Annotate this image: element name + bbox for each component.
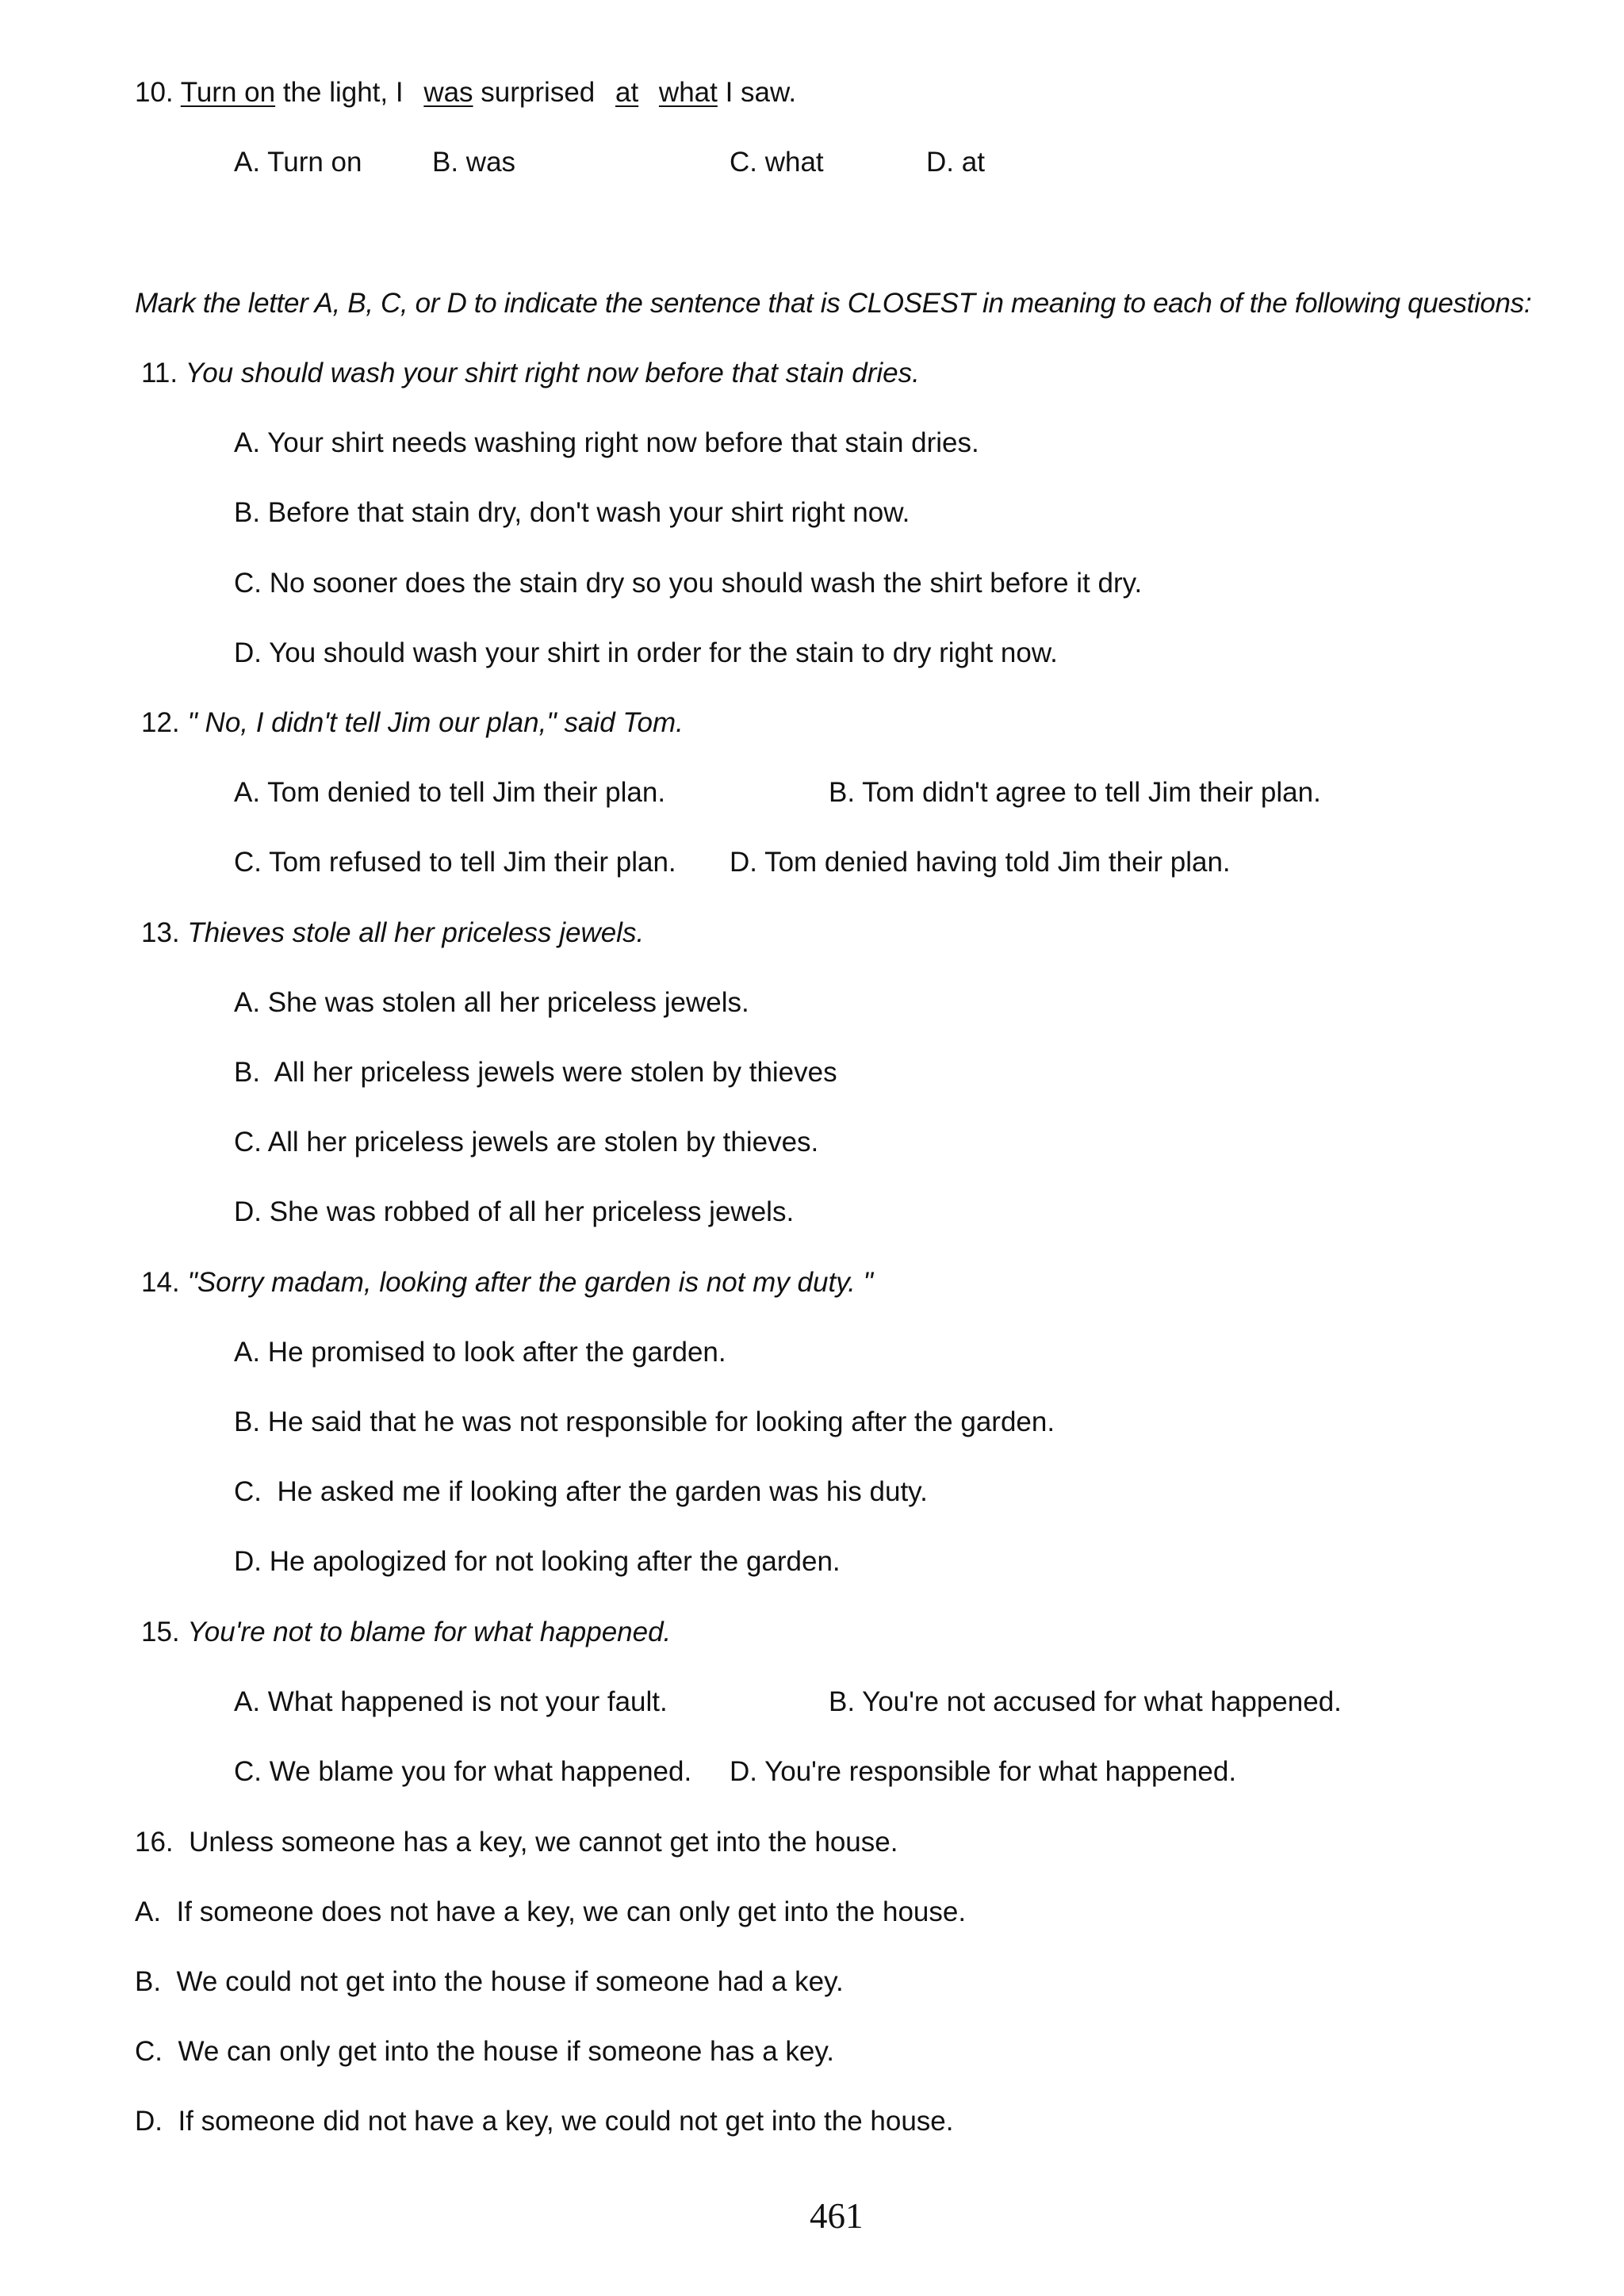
- question-number: 14.: [141, 1267, 180, 1298]
- option-a: A. What happened is not your fault.: [234, 1686, 668, 1717]
- underlined-segment-b: was: [423, 77, 473, 108]
- option-c: C. All her priceless jewels are stolen by thieves.: [234, 1127, 819, 1158]
- option-b: B. He said that he was not responsible for looking after the garden.: [234, 1406, 1055, 1437]
- option-a: A. Tom denied to tell Jim their plan.: [234, 777, 666, 808]
- question-12: [141, 706, 684, 740]
- underlined-segment-a: Turn on: [180, 77, 276, 108]
- underlined-segment-d: at: [615, 77, 639, 108]
- option-c: C. We blame you for what happened.: [234, 1756, 692, 1787]
- option-b: B. Before that stain dry, don't wash your shirt right now.: [234, 497, 910, 528]
- option-d: D. She was robbed of all her priceless jewels.: [234, 1196, 795, 1227]
- question-11: [141, 356, 920, 391]
- option-b: B. You're not accused for what happened.: [829, 1686, 1342, 1717]
- option-c: C. No sooner does the stain dry so you should wash the shirt before it dry.: [234, 568, 1143, 599]
- option-d: D. at: [926, 147, 985, 178]
- question-number: 11.: [141, 358, 178, 388]
- option-a: A. Your shirt needs washing right now before that stain dries.: [234, 427, 979, 458]
- option-c: C. what: [730, 147, 824, 178]
- option-a: A. Turn on: [234, 147, 362, 178]
- option-b: B. All her priceless jewels were stolen by thieves: [234, 1057, 837, 1088]
- option-a: A. If someone does not have a key, we can only get into the house.: [135, 1896, 967, 1927]
- option-a: A. She was stolen all her priceless jewels.: [234, 987, 749, 1018]
- sentence-text: surprised: [481, 77, 596, 108]
- sentence-text: I saw.: [725, 77, 797, 108]
- underlined-segment-c: what: [658, 77, 718, 108]
- page-number: 461: [810, 2196, 864, 2236]
- question-number: 15.: [141, 1617, 180, 1647]
- section-instruction: Mark the letter A, B, C, or D to indicate the sentence that is CLOSEST in meaning to each of the following questions:: [135, 288, 1532, 319]
- question-13: [141, 916, 644, 951]
- option-c: C. We can only get into the house if someone has a key.: [135, 2036, 834, 2067]
- option-d: D. He apologized for not looking after the garden.: [234, 1546, 841, 1577]
- question-14: [141, 1265, 873, 1300]
- option-c: C. Tom refused to tell Jim their plan.: [234, 847, 676, 878]
- option-d: D. You're responsible for what happened.: [730, 1756, 1237, 1787]
- option-b: B. Tom didn't agree to tell Jim their plan.: [829, 777, 1321, 808]
- option-c: C. He asked me if looking after the garden was his duty.: [234, 1476, 928, 1507]
- question-16: 16. Unless someone has a key, we cannot get into the house.: [135, 1827, 898, 1858]
- question-10: [135, 75, 796, 110]
- question-prompt: You should wash your shirt right now before that stain dries.: [185, 358, 920, 388]
- question-prompt: Thieves stole all her priceless jewels.: [187, 917, 645, 948]
- question-number: 13.: [141, 917, 180, 948]
- option-b: B. was: [432, 147, 516, 178]
- option-d: D. Tom denied having told Jim their plan.: [730, 847, 1231, 878]
- question-number: 10.: [135, 77, 174, 108]
- option-a: A. He promised to look after the garden.: [234, 1337, 726, 1368]
- question-prompt: You're not to blame for what happened.: [187, 1617, 672, 1647]
- question-prompt: " No, I didn't tell Jim our plan," said Tom.: [187, 707, 684, 738]
- sentence-text: the light, I: [282, 77, 404, 108]
- option-b: B. We could not get into the house if someone had a key.: [135, 1966, 844, 1997]
- question-15: [141, 1615, 671, 1650]
- option-d: D. If someone did not have a key, we could not get into the house.: [135, 2106, 954, 2137]
- question-prompt: "Sorry madam, looking after the garden is not my duty. ": [187, 1267, 873, 1298]
- option-d: D. You should wash your shirt in order for the stain to dry right now.: [234, 637, 1058, 668]
- question-number: 12.: [141, 707, 180, 738]
